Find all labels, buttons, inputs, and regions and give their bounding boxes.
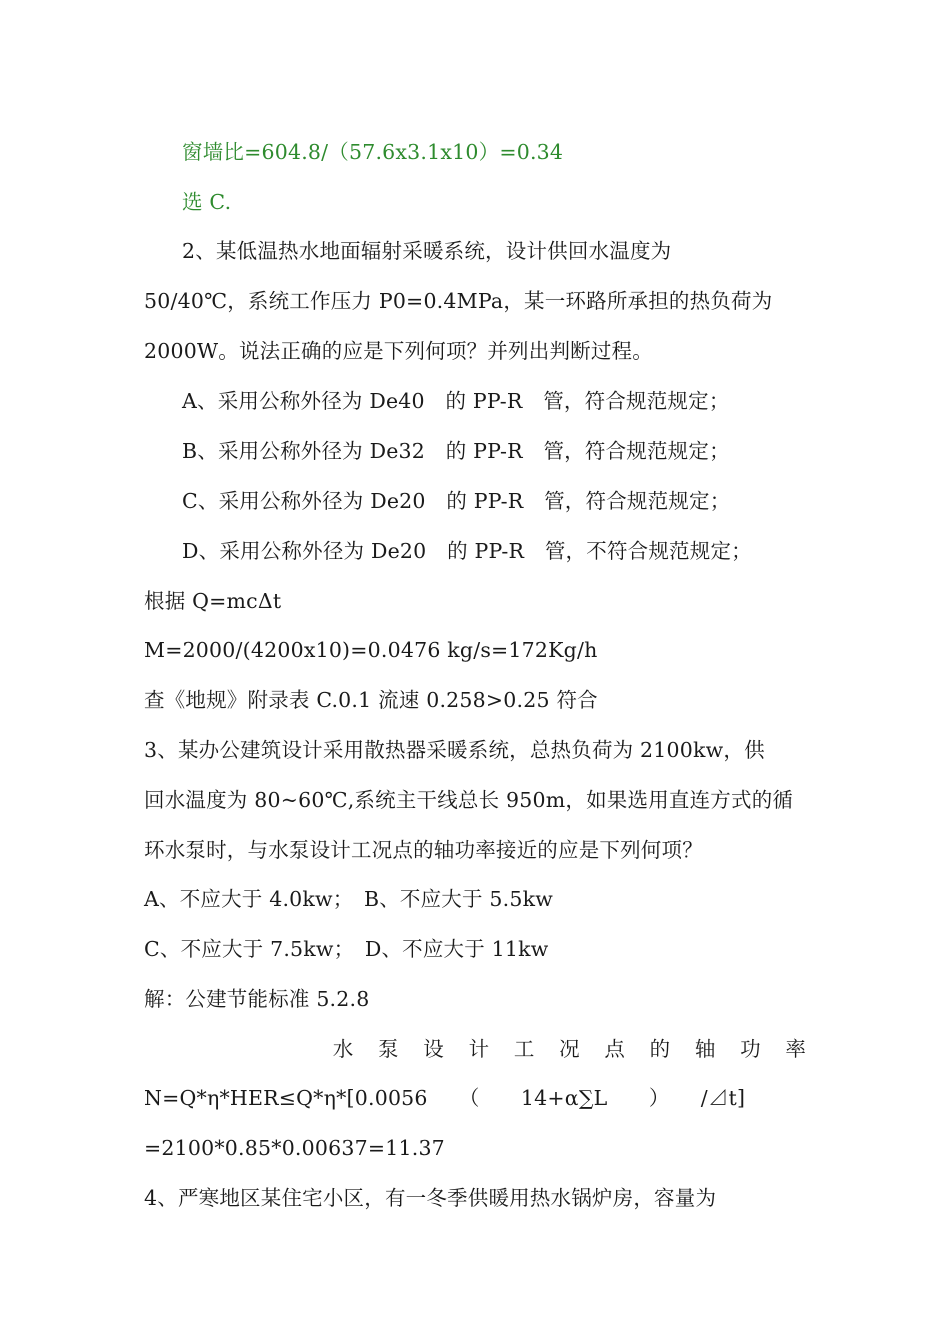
q2-stem-line-3: 2000W。说法正确的应是下列何项？并列出判断过程。: [144, 339, 653, 363]
q3-stem-line-2: 回水温度为 80~60℃,系统主干线总长 950m，如果选用直连方式的循: [144, 788, 794, 812]
q2-solution-line-1: 根据 Q=mcΔt: [144, 589, 282, 613]
justified-char: 况: [559, 1037, 580, 1061]
justified-char: 泵: [378, 1037, 399, 1061]
q3-solution-title: 解：公建节能标准 5.2.8: [144, 987, 370, 1011]
justify-spacer: [144, 1036, 308, 1062]
q3-justified-heading: [144, 1036, 806, 1062]
q3-stem-line-1: 3、某办公建筑设计采用散热器采暖系统，总热负荷为 2100kw，供: [144, 738, 765, 762]
q2-solution-line-3: 查《地规》附录表 C.0.1 流速 0.258>0.25 符合: [144, 688, 598, 712]
justified-char: 功: [740, 1037, 761, 1061]
justified-char: 的: [649, 1037, 671, 1061]
q3-result: =2100*0.85*0.00637=11.37: [144, 1136, 445, 1160]
q2-option-d: D、采用公称外径为 De20 的 PP-R 管，不符合规范规定；: [182, 539, 752, 563]
justified-char: 轴: [694, 1037, 716, 1061]
q2-stem-line-1: 2、某低温热水地面辐射采暖系统，设计供回水温度为: [182, 239, 672, 263]
q2-solution-line-2: M=2000/(4200x10)=0.0476 kg/s=172Kg/h: [144, 638, 598, 662]
justified-char: 率: [785, 1037, 806, 1061]
window-wall-ratio-line: 窗墙比=604.8/（57.6x3.1x10）=0.34: [182, 140, 564, 164]
q2-option-c: C、采用公称外径为 De20 的 PP-R 管，符合规范规定；: [182, 489, 731, 513]
justified-char: 设: [423, 1037, 444, 1061]
justified-char: 点: [604, 1037, 625, 1061]
q3-options-line-2: C、不应大于 7.5kw； D、不应大于 11kw: [144, 937, 549, 961]
justified-char: 水: [332, 1037, 354, 1061]
q3-stem-line-3: 环水泵时，与水泵设计工况点的轴功率接近的应是下列何项？: [144, 838, 703, 862]
q2-stem-line-2: 50/40℃，系统工作压力 P0=0.4MPa，某一环路所承担的热负荷为: [144, 289, 773, 313]
q3-formula: N=Q*η*HER≤Q*η*[0.0056 （ 14+α∑L ） /⊿t]: [144, 1086, 746, 1110]
q4-stem-line-1: 4、严寒地区某住宅小区，有一冬季供暖用热水锅炉房，容量为: [144, 1186, 717, 1210]
q2-option-b: B、采用公称外径为 De32 的 PP-R 管，符合规范规定；: [182, 439, 730, 463]
answer-choice-line: 选 C.: [182, 190, 232, 214]
q3-options-line-1: A、不应大于 4.0kw； B、不应大于 5.5kw: [144, 887, 553, 911]
q2-option-a: A、采用公称外径为 De40 的 PP-R 管，符合规范规定；: [182, 389, 730, 413]
justified-char: 工: [513, 1037, 535, 1061]
justified-char: 计: [468, 1037, 490, 1061]
